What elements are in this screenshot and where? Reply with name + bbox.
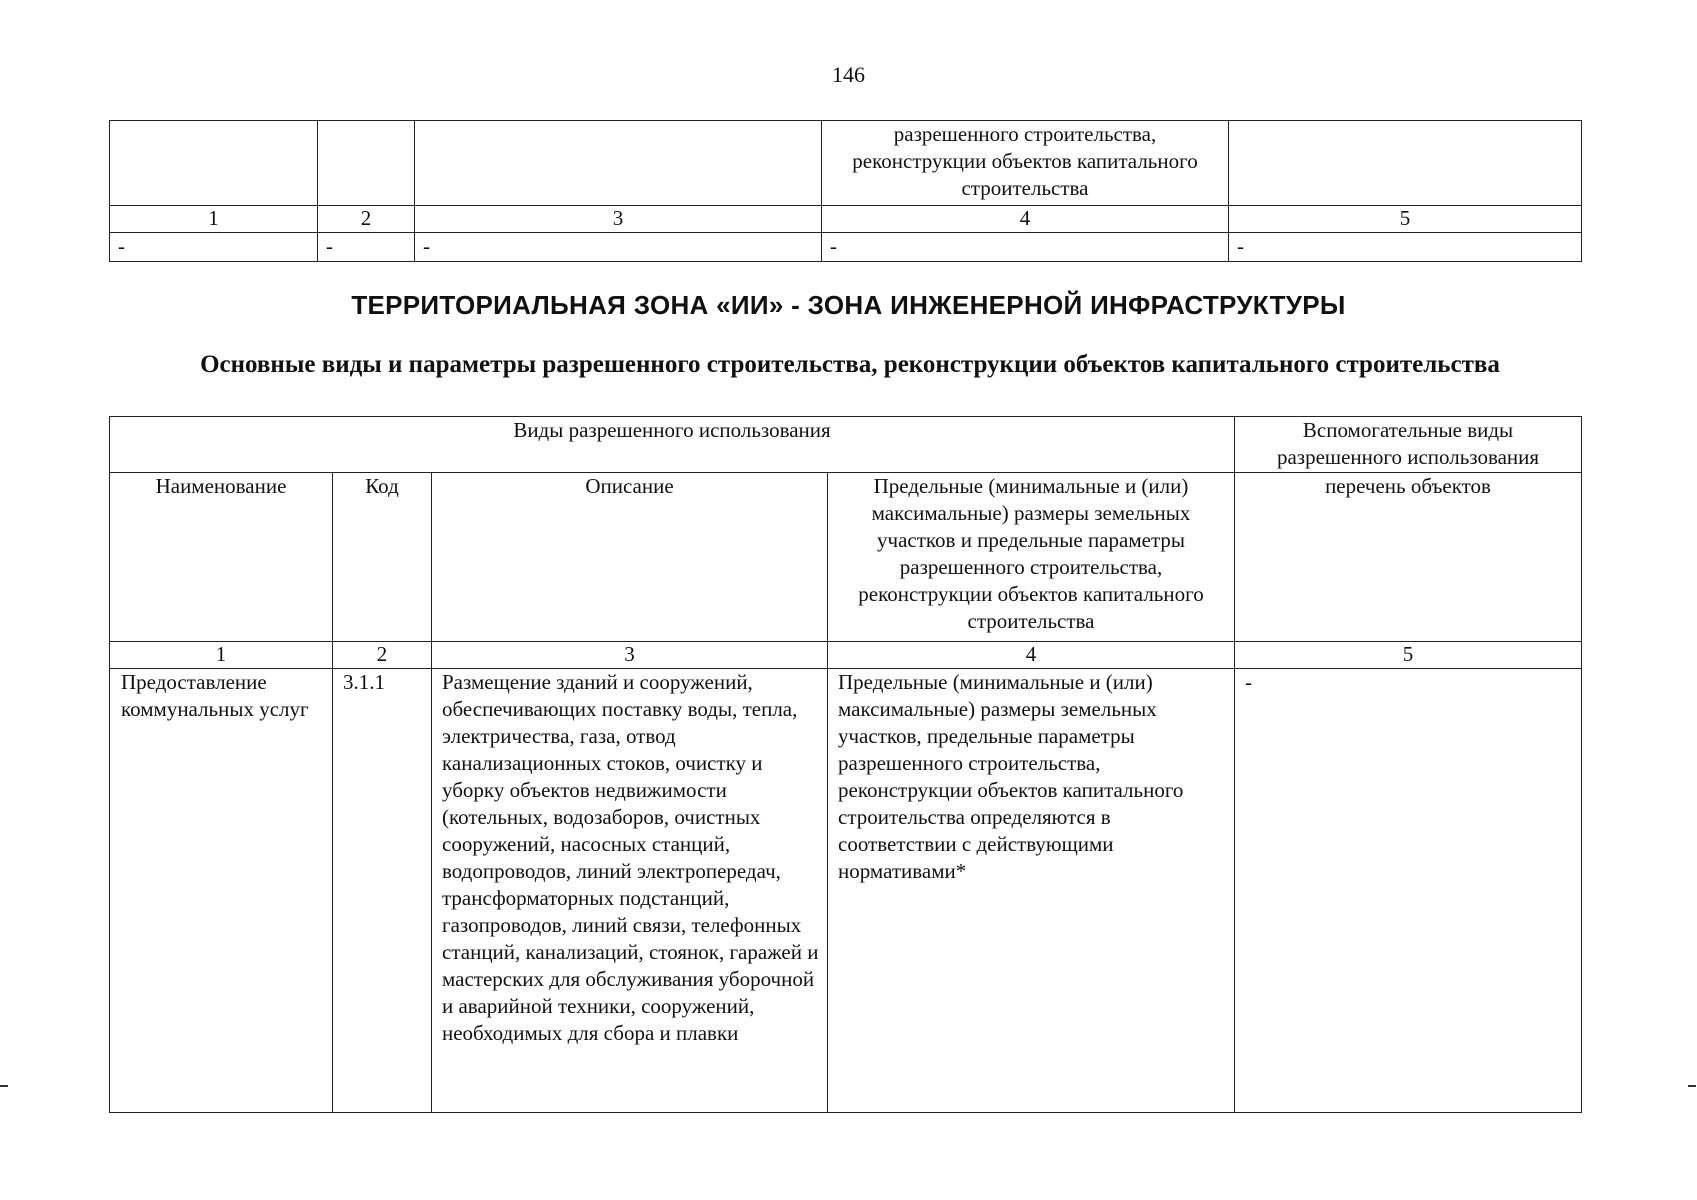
column-header-code: Код — [333, 473, 432, 642]
continuation-header-cell — [318, 121, 415, 206]
dash-cell: - — [415, 233, 822, 262]
column-number: 5 — [1229, 206, 1582, 233]
row-description: Размещение зданий и сооружений, обеспечивающих поставку воды, тепла, электричества, газа, отвод канализационных стоков, очистку и уборку объектов недвижимости (котельных, водозаборов, очистных сооружений, насосных станций, водопроводов, линий электропередач, трансформаторных подстанций, газопроводов, линий связи, телефонных станций, канализаций, стоянок, гаражей и мастерских для обслуживания уборочной и аварийной техники, сооружений, необходимых для сбора и плавки — [432, 669, 828, 1113]
continuation-header-cell — [110, 121, 318, 206]
continuation-header-row — [110, 121, 1582, 206]
column-header-parameters: Предельные (минимальные и (или) максимальные) размеры земельных участков и предельные параметры разрешенного строительства, реконструкции объектов капитального строительства — [828, 473, 1235, 642]
column-header-name: Наименование — [110, 473, 333, 642]
row-auxiliary: - — [1235, 669, 1582, 1113]
row-name: Предоставление коммунальных услуг — [110, 669, 333, 1113]
column-number: 5 — [1235, 642, 1582, 669]
column-header-description: Описание — [432, 473, 828, 642]
dash-cell: - — [318, 233, 415, 262]
column-header-objects: перечень объектов — [1235, 473, 1582, 642]
main-table — [109, 416, 1582, 1113]
page-number: 146 — [832, 62, 865, 87]
zone-title: ТЕРРИТОРИАЛЬНАЯ ЗОНА «ИИ» - ЗОНА ИНЖЕНЕРНОЙ ИНФРАСТРУКТУРЫ — [351, 290, 1346, 320]
section-title: Основные виды и параметры разрешенного строительства, реконструкции объектов капитального строительства — [200, 351, 1500, 378]
continuation-table — [109, 120, 1582, 262]
column-number: 4 — [828, 642, 1235, 669]
continuation-header-col4: разрешенного строительства, реконструкции объектов капитального строительства — [822, 121, 1229, 206]
scan-margin-mark — [1688, 1085, 1696, 1087]
continuation-header-cell — [415, 121, 822, 206]
column-number: 1 — [110, 206, 318, 233]
row-code: 3.1.1 — [333, 669, 432, 1113]
column-number: 1 — [110, 642, 333, 669]
column-number: 3 — [415, 206, 822, 233]
scan-margin-mark — [0, 1085, 8, 1087]
dash-row — [110, 233, 1582, 262]
column-number: 4 — [822, 206, 1229, 233]
column-number: 2 — [318, 206, 415, 233]
column-number: 3 — [432, 642, 828, 669]
dash-cell: - — [822, 233, 1229, 262]
table-row — [110, 669, 1582, 1113]
group-header-row — [110, 417, 1582, 473]
group-header-left: Виды разрешенного использования — [110, 417, 1235, 473]
column-number-row — [110, 206, 1582, 233]
column-number: 2 — [333, 642, 432, 669]
row-parameters: Предельные (минимальные и (или) максимальные) размеры земельных участков, предельные параметры разрешенного строительства, реконструкции объектов капитального строительства определяются в соответствии с действующими нормативами* — [828, 669, 1235, 1113]
dash-cell: - — [110, 233, 318, 262]
dash-cell: - — [1229, 233, 1582, 262]
column-number-row — [110, 642, 1582, 669]
continuation-header-cell — [1229, 121, 1582, 206]
group-header-right: Вспомогательные виды разрешенного использования — [1235, 417, 1582, 473]
column-header-row — [110, 473, 1582, 642]
